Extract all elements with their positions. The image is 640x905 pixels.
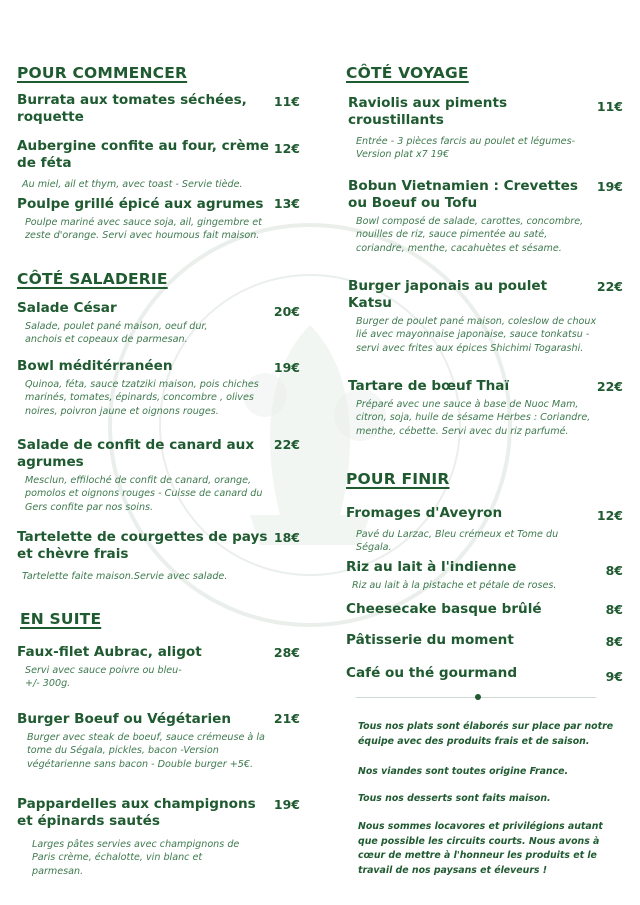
menu-item xyxy=(17,529,272,583)
item-name: Aubergine confite au four, crème de féta xyxy=(17,138,269,171)
item-price: 12€ xyxy=(273,141,300,156)
item-name: Faux-filet Aubrac, aligot xyxy=(17,644,202,660)
item-description: Riz au lait à la pistache et pétale de roses. xyxy=(352,580,557,591)
item-name: Fromages d'Aveyron xyxy=(346,505,503,521)
menu-item xyxy=(346,665,586,682)
item-name: Cheesecake basque brûlé xyxy=(346,601,542,617)
menu-item xyxy=(17,138,272,191)
note-fresh: Tous nos plats sont élaborés sur place par notre équipe avec des produits frais et de saison. xyxy=(358,721,614,747)
item-description: Servi avec sauce poivre ou bleu- +/- 300g. xyxy=(25,665,182,690)
item-price: 28€ xyxy=(273,645,300,660)
menu-item xyxy=(17,437,267,514)
item-price: 19€ xyxy=(596,179,623,194)
menu-item xyxy=(17,92,272,126)
item-name: Pappardelles aux champignons et épinards sautés xyxy=(17,796,256,829)
section-pour-commencer: POUR COMMENCER xyxy=(17,64,188,82)
item-name: Raviolis aux piments croustillants xyxy=(348,95,508,128)
item-price: 22€ xyxy=(596,279,623,294)
note-desserts: Tous nos desserts sont faits maison. xyxy=(358,793,551,804)
menu-item xyxy=(17,796,257,878)
menu-item xyxy=(17,644,272,691)
item-description: Pavé du Larzac, Bleu crémeux et Tome du Ségala. xyxy=(356,529,559,554)
menu-item xyxy=(348,378,618,438)
menu-item xyxy=(346,601,586,618)
item-description: Larges pâtes servies avec champignons de Paris crème, échalotte, vin blanc et parmesan. xyxy=(32,839,240,877)
item-name: Burger Boeuf ou Végétarien xyxy=(17,711,232,727)
menu-item xyxy=(17,196,287,243)
item-price: 22€ xyxy=(596,379,623,394)
item-description: Burger avec steak de boeuf, sauce crémeuse à la tome du Ségala, pickles, bacon -Version végétarienne sans bacon - Double burger +5€. xyxy=(27,732,265,770)
item-price: 19€ xyxy=(273,797,300,812)
item-price: 13€ xyxy=(273,196,300,211)
item-description: Mesclun, effiloché de confit de canard, orange, pomolos et oignons rouges - Cuisse de canard du Gers confite par nos soins. xyxy=(25,475,263,513)
item-name: Bowl méditérranéen xyxy=(17,358,173,374)
item-price: 18€ xyxy=(273,530,300,545)
item-name: Tartelette de courgettes de pays et chèvre frais xyxy=(17,529,268,562)
item-price: 20€ xyxy=(273,304,300,319)
item-name: Pâtisserie du moment xyxy=(346,632,514,648)
menu-item xyxy=(348,178,584,255)
item-description: Bowl composé de salade, carottes, concombre, nouilles de riz, sauce pimentée au saté, coriandre, menthe, cacahuètes et sésame. xyxy=(356,216,584,254)
menu-item xyxy=(346,559,606,592)
item-name: Poulpe grillé épicé aux agrumes xyxy=(17,196,264,212)
menu-item xyxy=(346,632,586,649)
menu-item xyxy=(348,278,597,355)
item-description: Tartelette faite maison.Servie avec salade. xyxy=(22,571,228,582)
item-price: 8€ xyxy=(605,563,623,578)
section-cote-voyage: CÔTÉ VOYAGE xyxy=(346,64,469,82)
note-meat-origin: Nos viandes sont toutes origine France. xyxy=(358,766,569,777)
menu-item xyxy=(346,505,586,555)
item-description: Quinoa, féta, sauce tzatziki maison, pois chiches marinés, tomates, épinards, concombre , olives noires, poivron jaune et oignons rouges. xyxy=(25,379,259,417)
item-name: Salade de confit de canard aux agrumes xyxy=(17,437,255,470)
item-price: 19€ xyxy=(273,360,300,375)
menu-item xyxy=(348,95,576,162)
item-price: 21€ xyxy=(273,711,300,726)
section-en-suite: EN SUITE xyxy=(20,610,102,628)
item-price: 22€ xyxy=(273,437,300,452)
item-price: 8€ xyxy=(605,602,623,617)
item-name: Salade César xyxy=(17,300,117,316)
item-price: 11€ xyxy=(273,94,300,109)
item-description: Entrée - 3 pièces farcis au poulet et légumes- Version plat x7 19€ xyxy=(356,136,576,161)
item-name: Café ou thé gourmand xyxy=(346,665,518,681)
item-description: Poulpe mariné avec sauce soja, ail, gingembre et zeste d'orange. Servi avec houmous fait maison. xyxy=(25,217,262,242)
item-name: Burrata aux tomates séchées, roquette xyxy=(17,92,247,125)
item-description: Burger de poulet pané maison, coleslow de choux lié avec mayonnaise japonaise, sauce tonkatsu - servi avec frites aux épices Shichimi Togarashi. xyxy=(356,316,597,354)
menu-item xyxy=(17,711,277,771)
section-cote-saladerie: CÔTÉ SALADERIE xyxy=(17,270,168,288)
item-description: Préparé avec une sauce à base de Nuoc Mam, citron, soja, huile de sésame Herbes : Coriandre, menthe, cébette. Servi avec du riz parfumé. xyxy=(356,399,591,437)
item-description: Au miel, ail et thym, avec toast - Servie tiède. xyxy=(22,179,243,190)
menu-item xyxy=(17,300,267,347)
item-price: 8€ xyxy=(605,634,623,649)
item-name: Burger japonais au poulet Katsu xyxy=(348,278,548,311)
item-price: 12€ xyxy=(596,508,623,523)
item-name: Riz au lait à l'indienne xyxy=(346,559,517,575)
item-price: 11€ xyxy=(596,99,623,114)
item-name: Tartare de bœuf Thaï xyxy=(348,378,510,394)
section-pour-finir: POUR FINIR xyxy=(346,470,450,488)
item-name: Bobun Vietnamien : Crevettes ou Boeuf ou Tofu xyxy=(348,178,578,211)
menu-item xyxy=(17,358,287,418)
item-description: Salade, poulet pané maison, oeuf dur, anchois et copeaux de parmesan. xyxy=(25,321,208,346)
note-locavores: Nous sommes locavores et privilégions autant que possible les circuits courts. Nous avons à cœur de mettre à l'honneur les produits et le travail de nos paysans et éleveurs ! xyxy=(358,821,603,876)
divider-dot xyxy=(475,694,481,700)
item-price: 9€ xyxy=(605,669,623,684)
